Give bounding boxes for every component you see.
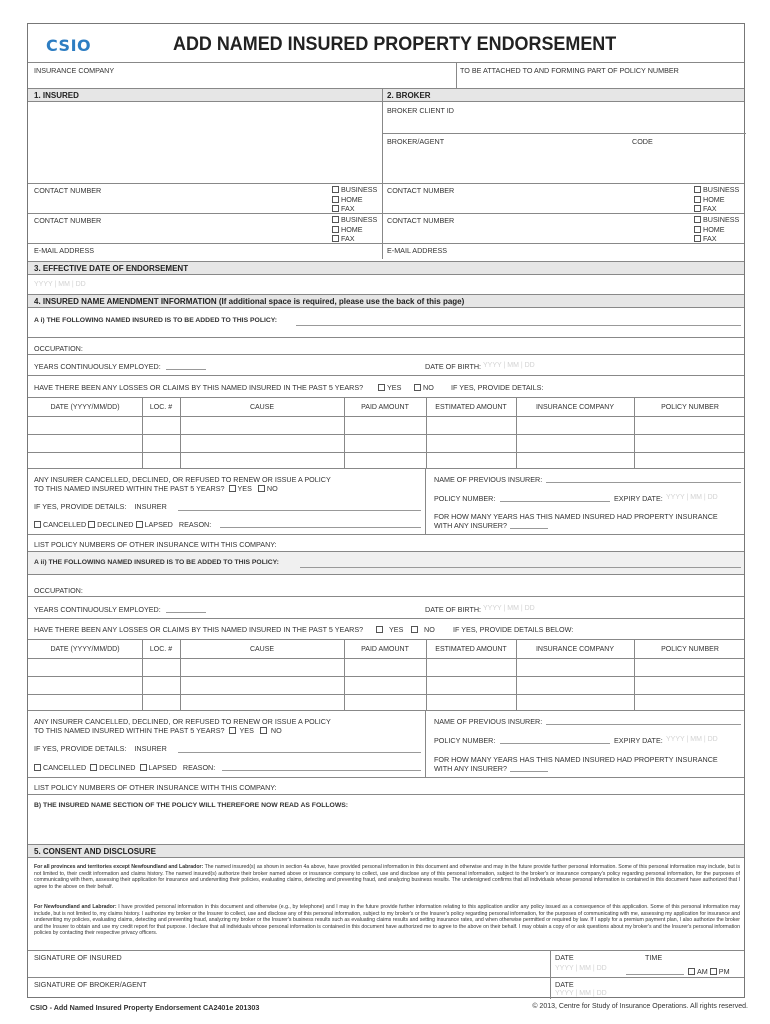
ai-status-row: CANCELLED DECLINED LAPSED REASON: [34, 520, 211, 529]
sig-insured-field[interactable] [34, 961, 544, 977]
cancelled-checkbox[interactable] [34, 764, 41, 771]
aii-dob-label: DATE OF BIRTH: [425, 605, 482, 614]
ai-dob-field[interactable]: YYYY | MM | DD [483, 362, 535, 369]
fax-checkbox[interactable] [332, 205, 339, 212]
ai-policy-number-label: POLICY NUMBER: [434, 494, 496, 503]
yes-checkbox[interactable] [229, 727, 236, 734]
no-checkbox[interactable] [260, 727, 267, 734]
b-field[interactable] [34, 812, 740, 840]
form-title: ADD NAMED INSURED PROPERTY ENDORSEMENT [173, 33, 617, 55]
business-checkbox[interactable] [694, 216, 701, 223]
csio-logo: CSIO [46, 36, 92, 55]
ai-dob-label: DATE OF BIRTH: [425, 362, 482, 371]
effective-date-field[interactable]: YYYY | MM | DD [34, 281, 86, 288]
ai-occupation-label: OCCUPATION: [34, 344, 83, 353]
business-checkbox[interactable] [694, 186, 701, 193]
declined-checkbox[interactable] [90, 764, 97, 771]
am-checkbox[interactable] [688, 968, 695, 975]
sig-insured-date-label: DATE [555, 953, 574, 962]
b-label: B) THE INSURED NAME SECTION OF THE POLICY WILL THEREFORE NOW READ AS FOLLOWS: [34, 802, 349, 809]
ai-losses-question: HAVE THERE BEEN ANY LOSSES OR CLAIMS BY THIS NAMED INSURED IN THE PAST 5 YEARS? [34, 383, 364, 392]
col-paid: PAID AMOUNT [361, 646, 409, 653]
ai-years-insured-q2: WITH ANY INSURER? [434, 521, 507, 530]
col-loc: LOC. # [149, 646, 173, 653]
consent-paragraph-1: For all provinces and territories except Newfoundland and Labrador: The named insured(s) as shown in section 4a above, have provided personal information in this document and otherwise and may in the future provide further personal information. Some of this personal information may include, but is not limited to, their credit information and claims history. The named insured(s) authorize their broker named above or insurance company to collect, use and disclose any of this personal information, subject to the broker's or insurance company's policy regarding personal information, for the purposes of communicating with them, assessing their application for insurance and underwriting their policies, evaluating claims, detecting and preventing fraud, and analyzing business results. The undersigned confirms that all individuals whose personal information is contained in this document have authorized that I agree to the above on their behalf. [34, 864, 740, 890]
broker-heading: 2. BROKER [387, 91, 431, 100]
broker-contact2-types: BUSINESS HOME FAX [694, 215, 739, 244]
aii-losses-question: HAVE THERE BEEN ANY LOSSES OR CLAIMS BY THIS NAMED INSURED IN THE PAST 5 YEARS? [34, 625, 364, 634]
fax-checkbox[interactable] [694, 205, 701, 212]
ai-losses-no[interactable]: NO [414, 383, 434, 392]
sig-broker-label: SIGNATURE OF BROKER/AGENT [34, 980, 147, 989]
broker-code-label: CODE [632, 137, 653, 146]
ai-cancelled-q2: TO THIS NAMED INSURED WITHIN THE PAST 5 YEARS? YES NO [34, 484, 278, 493]
broker-contact1-types: BUSINESS HOME FAX [694, 185, 739, 214]
col-date: DATE (YYYY/MM/DD) [50, 646, 120, 653]
col-insurance-company: INSURANCE COMPANY [535, 404, 615, 411]
copyright: © 2013, Centre for Study of Insurance Operations. All rights reserved. [532, 1003, 748, 1010]
col-cause: CAUSE [249, 646, 275, 653]
sig-insured-date-field[interactable]: YYYY | MM | DD [555, 965, 607, 972]
broker-agent-label: BROKER/AGENT [387, 137, 445, 146]
aii-expiry-field[interactable]: YYYY | MM | DD [666, 736, 718, 743]
insurance-company-field[interactable] [34, 74, 452, 86]
effective-date-heading: 3. EFFECTIVE DATE OF ENDORSEMENT [34, 264, 189, 273]
consent-heading: 5. CONSENT AND DISCLOSURE [34, 847, 156, 856]
aii-status-row: CANCELLED DECLINED LAPSED REASON: [34, 763, 215, 772]
home-checkbox[interactable] [332, 226, 339, 233]
amendment-heading: 4. INSURED NAME AMENDMENT INFORMATION (If additional space is required, please use the back of this page) [34, 297, 465, 306]
aii-prev-insurer-label: NAME OF PREVIOUS INSURER: [434, 717, 543, 726]
ai-prev-insurer-label: NAME OF PREVIOUS INSURER: [434, 475, 543, 484]
aii-if-yes-label: IF YES, PROVIDE DETAILS BELOW: [453, 625, 574, 634]
sig-broker-date-label: DATE [555, 980, 574, 989]
broker-client-id-field[interactable] [387, 114, 742, 130]
insured-email-label: E-MAIL ADDRESS [34, 246, 95, 255]
sig-broker-field[interactable] [34, 988, 544, 998]
col-loc: LOC. # [149, 404, 173, 411]
aii-losses-yes[interactable]: YES [376, 625, 403, 634]
home-checkbox[interactable] [694, 226, 701, 233]
aii-claims-table-body[interactable] [28, 659, 746, 710]
home-checkbox[interactable] [332, 196, 339, 203]
col-estimated: ESTIMATED AMOUNT [435, 646, 507, 653]
business-checkbox[interactable] [332, 216, 339, 223]
aii-cancelled-q2: TO THIS NAMED INSURED WITHIN THE PAST 5 YEARS? YES NO [34, 726, 282, 735]
fax-checkbox[interactable] [694, 235, 701, 242]
pm-checkbox[interactable] [710, 968, 717, 975]
ai-list-policies-label: LIST POLICY NUMBERS OF OTHER INSURANCE WITH THIS COMPANY: [34, 540, 277, 549]
business-checkbox[interactable] [332, 186, 339, 193]
broker-client-id-label: BROKER CLIENT ID [387, 106, 454, 115]
ai-years-employed-label: YEARS CONTINUOUSLY EMPLOYED: [34, 362, 161, 371]
broker-contact1-label: CONTACT NUMBER [387, 186, 455, 195]
col-date: DATE (YYYY/MM/DD) [50, 404, 120, 411]
col-policy-number: POLICY NUMBER [661, 646, 719, 653]
aii-label: A ii) THE FOLLOWING NAMED INSURED IS TO BE ADDED TO THIS POLICY: [34, 559, 279, 566]
col-paid: PAID AMOUNT [361, 404, 409, 411]
aii-if-yes-provide: IF YES, PROVIDE DETAILS: INSURER [34, 744, 167, 753]
ai-expiry-field[interactable]: YYYY | MM | DD [666, 494, 718, 501]
declined-checkbox[interactable] [88, 521, 95, 528]
no-checkbox[interactable] [258, 485, 265, 492]
consent-paragraph-2: For Newfoundland and Labrador: I have provided personal information in this document and otherwise (e.g., by telephone) and I may in the future provide further information relating to this application and/or any policy issued as a consequence of this application. Some of this personal information may include, but is not limited to, my claims history. I authorize my broker or the Insurer to collect, use and disclose any of this personal information, subject to my broker's or the Insurer's policy regarding personal information, for the purposes of communicating with me, assessing my application for insurance and underwriting my policies, evaluating claims, detecting and preventing fraud, analyzing my broker or the Insurer's business results such as evaluating claims results and setting insurance rates, and when otherwise permitted or required by law. If I apply for a premium payment plan, I also authorize the broker and the Insurer to obtain and use my credit report for that purpose. I declare that all individuals whose personal information is contained in this document have authorized me to agree to the above on their behalf. I may obtain a copy of or ask questions about my broker's and the Insurer's personal information policies by contacting their respective privacy officers. [34, 904, 740, 937]
policy-number-field[interactable] [460, 74, 740, 86]
fax-checkbox[interactable] [332, 235, 339, 242]
insured-contact2-label: CONTACT NUMBER [34, 216, 102, 225]
ai-expiry-label: EXPIRY DATE: [614, 494, 663, 503]
home-checkbox[interactable] [694, 196, 701, 203]
ai-claims-table-body[interactable] [28, 417, 746, 468]
aii-occupation-label: OCCUPATION: [34, 586, 83, 595]
aii-cancelled-q1: ANY INSURER CANCELLED, DECLINED, OR REFUSED TO RENEW OR ISSUE A POLICY [34, 717, 331, 726]
ai-years-insured-q1: FOR HOW MANY YEARS HAS THIS NAMED INSURED HAD PROPERTY INSURANCE [434, 512, 718, 521]
broker-agent-field[interactable] [387, 146, 742, 180]
aii-years-insured-q1: FOR HOW MANY YEARS HAS THIS NAMED INSURED HAD PROPERTY INSURANCE [434, 755, 718, 764]
policy-attach-label: TO BE ATTACHED TO AND FORMING PART OF POLICY NUMBER [460, 66, 679, 75]
sig-broker-date-field[interactable]: YYYY | MM | DD [555, 990, 607, 997]
insured-contact1-label: CONTACT NUMBER [34, 186, 102, 195]
insured-name-address-field[interactable] [34, 104, 378, 182]
col-insurance-company: INSURANCE COMPANY [535, 646, 615, 653]
broker-email-label: E-MAIL ADDRESS [387, 246, 448, 255]
col-policy-number: POLICY NUMBER [661, 404, 719, 411]
time-label: TIME [645, 953, 663, 962]
aii-dob-field[interactable]: YYYY | MM | DD [483, 605, 535, 612]
col-estimated: ESTIMATED AMOUNT [435, 404, 507, 411]
ai-cancelled-q1: ANY INSURER CANCELLED, DECLINED, OR REFUSED TO RENEW OR ISSUE A POLICY [34, 475, 331, 484]
insured-contact2-types: BUSINESS HOME FAX [332, 215, 377, 244]
col-cause: CAUSE [249, 404, 275, 411]
aii-losses-no[interactable]: NO [411, 625, 435, 634]
ai-if-yes-provide: IF YES, PROVIDE DETAILS: INSURER [34, 502, 167, 511]
insurance-company-label: INSURANCE COMPANY [34, 66, 115, 75]
sig-insured-label: SIGNATURE OF INSURED [34, 953, 122, 962]
endorsement-form [27, 23, 745, 998]
insured-heading: 1. INSURED [34, 91, 79, 100]
aii-list-policies-label: LIST POLICY NUMBERS OF OTHER INSURANCE WITH THIS COMPANY: [34, 783, 277, 792]
cancelled-checkbox[interactable] [34, 521, 41, 528]
insured-contact1-types: BUSINESS HOME FAX [332, 185, 377, 214]
yes-checkbox[interactable] [229, 485, 236, 492]
aii-years-insured-q2: WITH ANY INSURER? [434, 764, 507, 773]
ai-if-yes-label: IF YES, PROVIDE DETAILS: [451, 383, 544, 392]
lapsed-checkbox[interactable] [140, 764, 147, 771]
ai-label: A i) THE FOLLOWING NAMED INSURED IS TO BE ADDED TO THIS POLICY: [34, 317, 278, 324]
broker-contact2-label: CONTACT NUMBER [387, 216, 455, 225]
lapsed-checkbox[interactable] [136, 521, 143, 528]
am-pm-selector: AM PM [688, 967, 730, 976]
ai-losses-yes[interactable]: YES [378, 383, 401, 392]
aii-expiry-label: EXPIRY DATE: [614, 736, 663, 745]
aii-years-employed-label: YEARS CONTINUOUSLY EMPLOYED: [34, 605, 161, 614]
aii-policy-number-label: POLICY NUMBER: [434, 736, 496, 745]
form-id: CSIO - Add Named Insured Property Endorsement CA2401e 201303 [30, 1003, 260, 1012]
